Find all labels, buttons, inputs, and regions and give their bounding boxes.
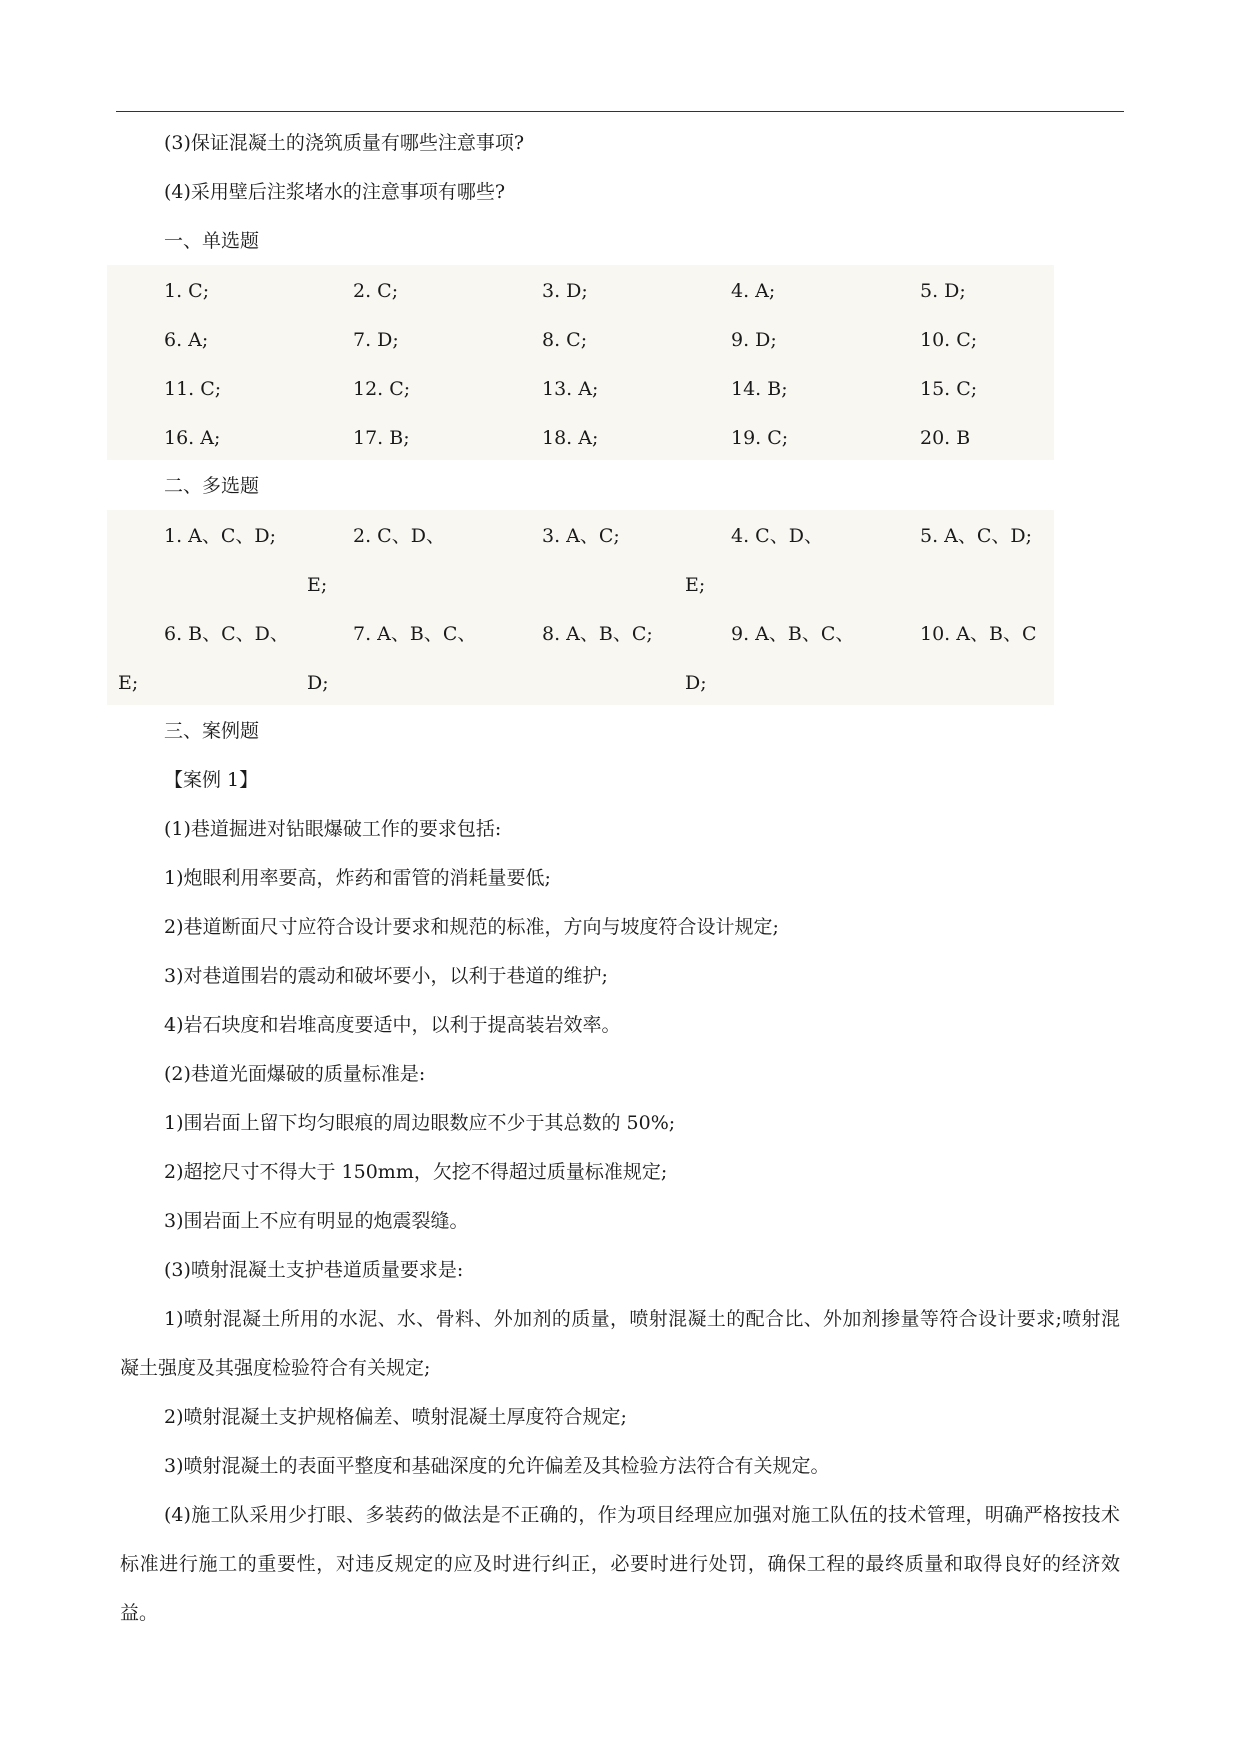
answer-line: 3)对巷道围岩的震动和破坏要小，以利于巷道的维护;	[164, 965, 608, 987]
answer-cell: 9. A、B、C、	[731, 623, 855, 645]
answer-line: 3)喷射混凝土的表面平整度和基础深度的允许偏差及其检验方法符合有关规定。	[164, 1455, 830, 1477]
answer-paragraph: (4)施工队采用少打眼、多装药的做法是不正确的，作为项目经理应加强对施工队伍的技术管理，明确严格按技术标准进行施工的重要性，对违反规定的应及时进行纠正，必要时进行处罚，确保工程的最终质量和取得良好的经济效益。	[120, 1504, 1120, 1624]
answer-cell: 4. C、D、	[731, 525, 823, 547]
answer-cell: 3. D;	[542, 280, 588, 302]
answer-cell: 7. D;	[353, 329, 399, 351]
answer-line: (2)巷道光面爆破的质量标准是:	[164, 1063, 426, 1085]
answer-cell: 5. A、C、D;	[920, 525, 1033, 547]
answer-line: 1)炮眼利用率要高，炸药和雷管的消耗量要低;	[164, 867, 551, 889]
answer-cell: 14. B;	[731, 378, 788, 400]
answer-wrap: D;	[307, 672, 329, 694]
case-title: 【案例 1】	[164, 769, 259, 791]
answer-line: 2)超挖尺寸不得大于 150mm，欠挖不得超过质量标准规定;	[164, 1161, 668, 1183]
answer-line: 3)围岩面上不应有明显的炮震裂缝。	[164, 1210, 469, 1232]
answer-cell: 19. C;	[731, 427, 789, 449]
section-heading: 一、单选题	[164, 230, 260, 252]
answer-cell: 1. A、C、D;	[164, 525, 277, 547]
answer-cell: 2. C;	[353, 280, 399, 302]
answer-cell: 6. A;	[164, 329, 209, 351]
answer-line: 2)喷射混凝土支护规格偏差、喷射混凝土厚度符合规定;	[164, 1406, 627, 1428]
answer-paragraph: 1)喷射混凝土所用的水泥、水、骨料、外加剂的质量，喷射混凝土的配合比、外加剂掺量等符合设计要求;喷射混凝土强度及其强度检验符合有关规定;	[120, 1308, 1120, 1379]
answer-wrap: D;	[685, 672, 707, 694]
answer-cell: 13. A;	[542, 378, 599, 400]
answer-cell: 6. B、C、D、	[164, 623, 289, 645]
answer-cell: 11. C;	[164, 378, 222, 400]
intro-line: (3)保证混凝土的浇筑质量有哪些注意事项?	[164, 132, 525, 154]
header-rule	[116, 111, 1124, 112]
answer-line: (3)喷射混凝土支护巷道质量要求是:	[164, 1259, 464, 1281]
answer-cell: 9. D;	[731, 329, 777, 351]
answer-cell: 1. C;	[164, 280, 210, 302]
answer-line: 4)岩石块度和岩堆高度要适中，以利于提高装岩效率。	[164, 1014, 621, 1036]
answer-line: 2)巷道断面尺寸应符合设计要求和规范的标准，方向与坡度符合设计规定;	[164, 916, 779, 938]
answer-cell: 10. C;	[920, 329, 978, 351]
answer-cell: 15. C;	[920, 378, 978, 400]
answer-cell: 5. D;	[920, 280, 966, 302]
answer-wrap: E;	[307, 574, 328, 596]
answer-cell: 16. A;	[164, 427, 221, 449]
answer-cell: 17. B;	[353, 427, 410, 449]
answer-cell: 7. A、B、C、	[353, 623, 477, 645]
section-heading: 三、案例题	[164, 720, 260, 742]
answer-cell: 12. C;	[353, 378, 411, 400]
intro-line: (4)采用壁后注浆堵水的注意事项有哪些?	[164, 181, 506, 203]
answer-cell: 2. C、D、	[353, 525, 445, 547]
multi-choice-answer-table	[107, 510, 1054, 705]
answer-line: 1)围岩面上留下均匀眼痕的周边眼数应不少于其总数的 50%;	[164, 1112, 676, 1134]
answer-line: (1)巷道掘进对钻眼爆破工作的要求包括:	[164, 818, 502, 840]
answer-cell: 8. C;	[542, 329, 588, 351]
answer-cell: 18. A;	[542, 427, 599, 449]
answer-cell: 4. A;	[731, 280, 776, 302]
section-heading: 二、多选题	[164, 475, 260, 497]
answer-cell: 10. A、B、C	[920, 623, 1037, 645]
answer-wrap: E;	[685, 574, 706, 596]
answer-cell: 3. A、C;	[542, 525, 620, 547]
answer-cell: 8. A、B、C;	[542, 623, 653, 645]
answer-wrap: E;	[118, 672, 139, 694]
single-choice-answer-table	[107, 265, 1054, 460]
answer-cell: 20. B	[920, 427, 971, 449]
